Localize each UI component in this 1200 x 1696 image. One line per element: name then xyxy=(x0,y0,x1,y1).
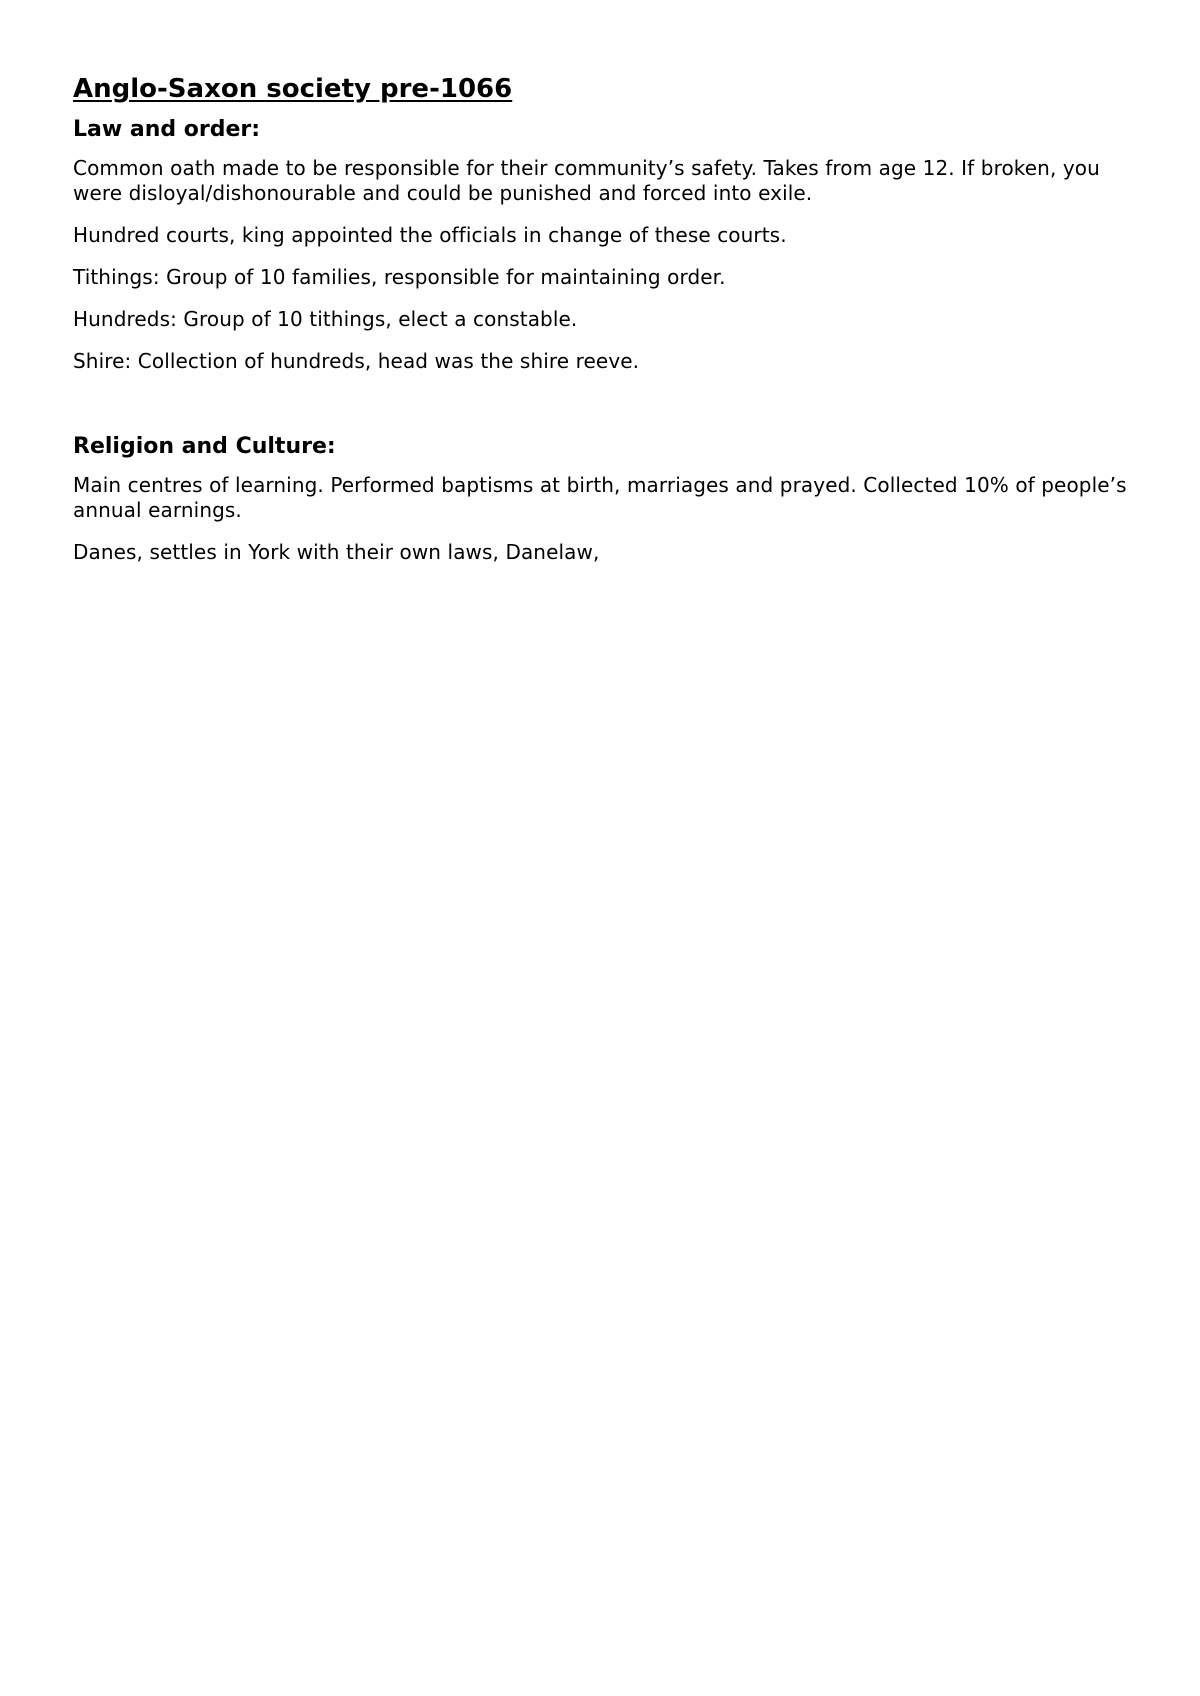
paragraph: Danes, settles in York with their own laws, Danelaw, xyxy=(73,540,600,564)
paragraph: Tithings: Group of 10 families, responsible for maintaining order. xyxy=(73,265,726,289)
paragraph: Hundred courts, king appointed the officials in change of these courts. xyxy=(73,223,787,247)
document-title: Anglo-Saxon society pre-1066 xyxy=(73,74,513,104)
paragraph: Hundreds: Group of 10 tithings, elect a constable. xyxy=(73,307,578,331)
paragraph: Common oath made to be responsible for their community’s safety. Takes from age 12. If broken, you were disloyal/dishonourable and could be punished and forced into exile. xyxy=(73,156,1100,205)
paragraph: Main centres of learning. Performed baptisms at birth, marriages and prayed. Collected 10% of people’s annual earnings. xyxy=(73,473,1127,522)
section-heading: Law and order: xyxy=(73,117,261,142)
section-spacer xyxy=(73,391,1133,431)
paragraph: Shire: Collection of hundreds, head was the shire reeve. xyxy=(73,349,640,373)
document-page xyxy=(73,72,1133,582)
section-religion-and-culture xyxy=(73,431,1133,565)
section-heading: Religion and Culture: xyxy=(73,434,336,459)
section-law-and-order xyxy=(73,114,1133,374)
